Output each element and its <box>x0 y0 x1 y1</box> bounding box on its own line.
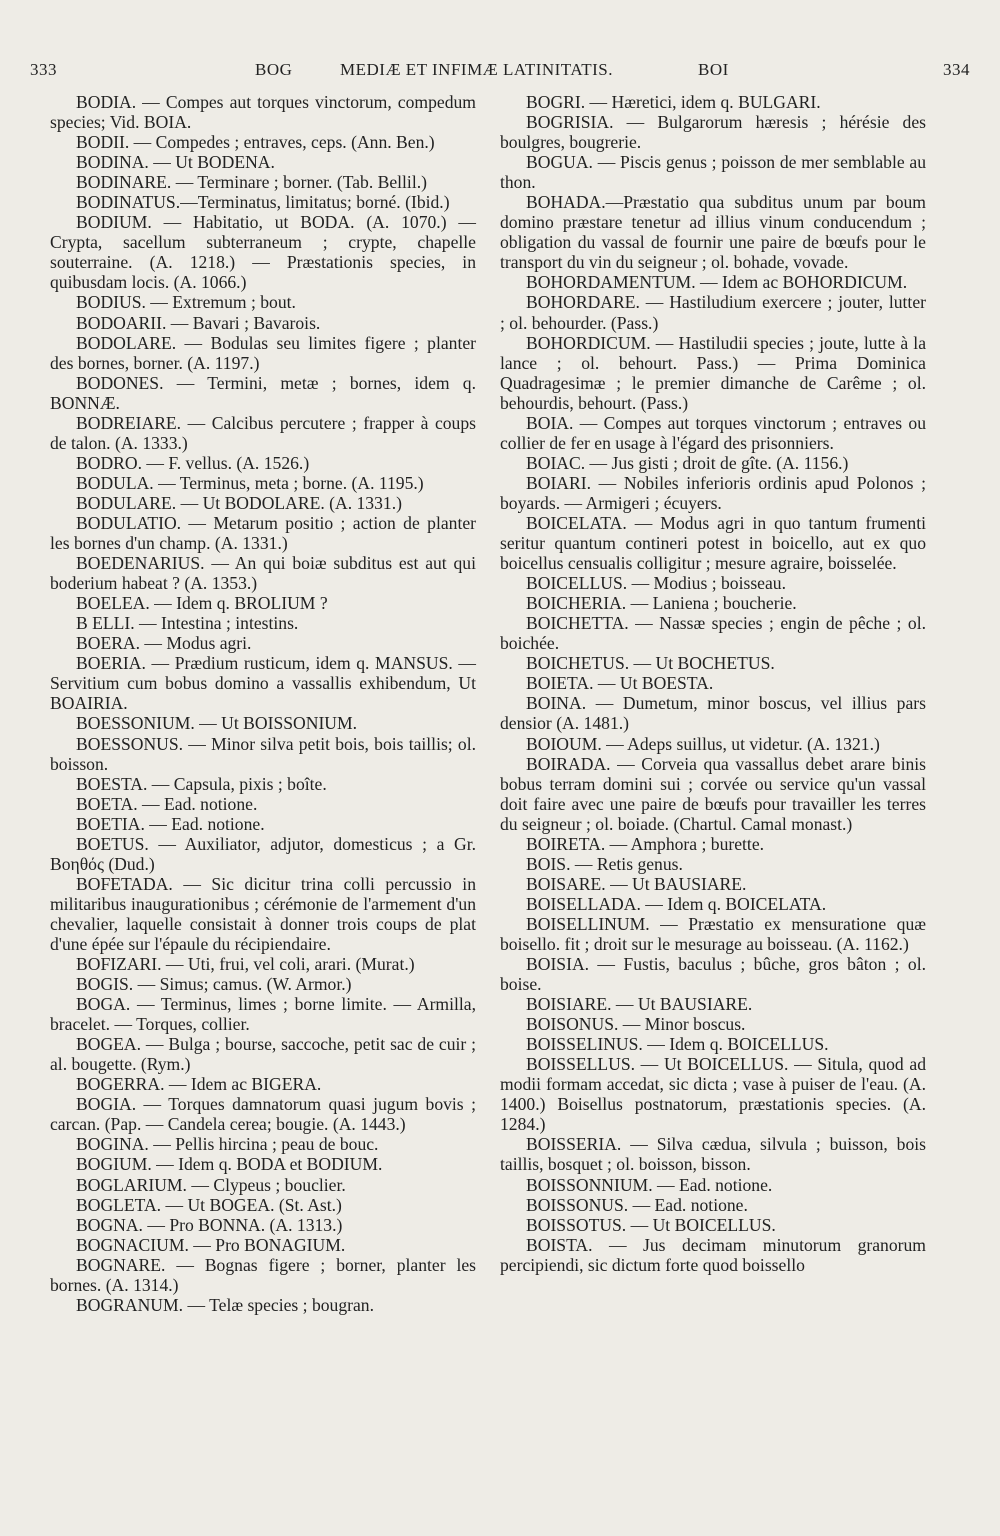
dictionary-entry: BOIAC. — Jus gisti ; droit de gîte. (A. 1156.) <box>526 452 849 473</box>
dictionary-entry: BOETIA. — Ead. notione. <box>76 813 265 834</box>
dictionary-entry: BOISELLADA. — Idem q. BOICELATA. <box>526 893 827 914</box>
dictionary-entry: BOERA. — Modus agri. <box>76 633 252 654</box>
dictionary-entry: BOIARI. — Nobiles inferioris ordinis apud Polonos ; boyards. — Armigeri ; écuyers. <box>500 472 926 513</box>
dictionary-entry: BOISIA. — Fustis, baculus ; bûche, gros bâton ; ol. boise. <box>500 954 926 995</box>
dictionary-entry: BOGA. — Terminus, limes ; borne limite. — Armilla, bracelet. — Torques, collier. <box>50 994 476 1035</box>
page-number-left: 333 <box>30 60 57 79</box>
dictionary-entry: BOICHERIA. — Laniena ; boucherie. <box>526 593 797 614</box>
dictionary-entry: BOETUS. — Auxiliator, adjutor, domesticus ; a Gr. Βοηθός (Dud.) <box>50 833 476 874</box>
dictionary-entry: BOGRANUM. — Telæ species ; bougran. <box>76 1294 375 1315</box>
dictionary-entry: BOETA. — Ead. notione. <box>76 793 258 814</box>
dictionary-entry: BODULATIO. — Metarum positio ; action de planter les bornes d'un champ. (A. 1331.) <box>50 512 476 554</box>
dictionary-entry: BOESTA. — Capsula, pixis ; boîte. <box>76 773 327 794</box>
dictionary-entry: BOGIUM. — Idem q. BODA et BODIUM. <box>76 1154 383 1175</box>
dictionary-entry: BOHORDAMENTUM. — Idem ac BOHORDICUM. <box>526 272 908 293</box>
dictionary-entry: BOGLETA. — Ut BOGEA. (St. Ast.) <box>76 1194 342 1215</box>
dictionary-entry: BODOARII. — Bavari ; Bavarois. <box>76 312 321 333</box>
dictionary-entry: BOICELATA. — Modus agri in quo tantum frumenti seritur quantum contineri potest in boicello, aut ex quo boicellus censualis colligitur ; mesure agraire, boisselée. <box>500 512 926 574</box>
left-column <box>50 92 476 1315</box>
dictionary-entry: BOISSELINUS. — Idem q. BOICELLUS. <box>526 1034 829 1055</box>
dictionary-entry: BODULA. — Terminus, meta ; borne. (A. 1195.) <box>76 472 424 493</box>
dictionary-entry: BODULARE. — Ut BODOLARE. (A. 1331.) <box>76 492 402 513</box>
dictionary-entry: BOESSONUS. — Minor silva petit bois, bois taillis; ol. boisson. <box>50 733 476 774</box>
dictionary-entry: BOIRADA. — Corveia qua vassallus debet arare binis bobus terram domini sui ; corvée ou service qu'un vassal doit faire avec une paire de bœufs pour travailler les terres du seigneur ; ol. boiade. (Chartul. Camal monast.) <box>500 753 926 834</box>
dictionary-entry: BOHADA.—Præstatio qua subditus unum par boum domino præstare tenetur ad illius vinum conducendum ; obligation du vassal de fournir une paire de bœufs pour le transport du vin du seigneur ; ol. bohade, vovade. <box>500 192 926 273</box>
dictionary-entry: BODIUM. — Habitatio, ut BODA. (A. 1070.) — Crypta, sacellum subterraneum ; crypte, chapelle souterraine. (A. 1218.) — Præstationis species, in quibusdam locis. (A. 1066.) <box>50 212 476 293</box>
dictionary-entry: BOGRI. — Hæretici, idem q. BULGARI. <box>526 92 821 112</box>
dictionary-entry: BOISSERIA. — Silva cædua, silvula ; buisson, bois taillis, bosquet ; ol. boisson, bisson. <box>500 1134 926 1175</box>
running-keyword-left: BOG <box>255 60 293 79</box>
dictionary-entry: BOIOUM. — Adeps suillus, ut videtur. (A. 1321.) <box>526 733 880 754</box>
dictionary-entry: BOIA. — Compes aut torques vinctorum ; entraves ou collier de fer en usage à l'égard des prisonniers. <box>500 412 926 453</box>
dictionary-entry: BOIETA. — Ut BOESTA. <box>526 673 714 694</box>
dictionary-entry: BOICHETUS. — Ut BOCHETUS. <box>526 653 775 674</box>
dictionary-entry: BOISSELLUS. — Ut BOICELLUS. — Situla, quod ad modii formam accedat, sic dicta ; vase à puiser de l'eau. (A. 1400.) Boisellus postnatorum, præstationis species. (A. 1284.) <box>500 1054 926 1135</box>
dictionary-entry: BOELEA. — Idem q. BROLIUM ? <box>76 593 328 614</box>
dictionary-entry: BOIRETA. — Amphora ; burette. <box>526 833 765 854</box>
dictionary-entry: B ELLI. — Intestina ; intestins. <box>76 613 299 634</box>
page-number-right: 334 <box>943 60 970 79</box>
dictionary-entry: BOGERRA. — Idem ac BIGERA. <box>76 1074 322 1095</box>
dictionary-entry: BODRO. — F. vellus. (A. 1526.) <box>76 452 310 473</box>
dictionary-entry: BODREIARE. — Calcibus percutere ; frapper à coups de talon. (A. 1333.) <box>50 412 476 453</box>
dictionary-entry: BOISIARE. — Ut BAUSIARE. <box>526 994 753 1015</box>
dictionary-entry: BOISONUS. — Minor boscus. <box>526 1014 746 1035</box>
dictionary-entry: BOICELLUS. — Modius ; boisseau. <box>526 573 786 594</box>
running-keyword-right: BOI <box>698 60 729 79</box>
dictionary-entry: BODINATUS.—Terminatus, limitatus; borné. (Ibid.) <box>76 192 450 213</box>
running-title: MEDIÆ ET INFIMÆ LATINITATIS. <box>340 60 613 79</box>
dictionary-entry: BODIUS. — Extremum ; bout. <box>76 292 296 313</box>
dictionary-entry: BODONES. — Termini, metæ ; bornes, idem q. BONNÆ. <box>50 372 476 413</box>
dictionary-entry: BODII. — Compedes ; entraves, ceps. (Ann. Ben.) <box>76 132 435 153</box>
dictionary-entry: BOGLARIUM. — Clypeus ; bouclier. <box>76 1174 346 1195</box>
dictionary-entry: BOIS. — Retis genus. <box>526 853 683 874</box>
dictionary-entry: BOGNA. — Pro BONNA. (A. 1313.) <box>76 1214 343 1235</box>
page-header <box>30 60 970 90</box>
dictionary-entry: BOISARE. — Ut BAUSIARE. <box>526 873 747 894</box>
dictionary-entry: BOHORDICUM. — Hastiludii species ; joute, lutte à la lance ; ol. behourt. Pass.) — Prima Dominica Quadragesimæ ; le premier dimanche de Carême ; ol. behourdis, behourt. (Pass.) <box>500 332 926 413</box>
dictionary-entry: BOISELLINUM. — Præstatio ex mensuratione quæ boisello. fit ; droit sur le mesurage au boisseau. (A. 1162.) <box>500 913 926 954</box>
dictionary-entry: BOEDENARIUS. — An qui boiæ subditus est aut qui boderium habeat ? (A. 1353.) <box>50 553 476 594</box>
dictionary-entry: BOISSONNIUM. — Ead. notione. <box>526 1174 773 1195</box>
dictionary-entry: BODINA. — Ut BODENA. <box>76 152 275 173</box>
dictionary-entry: BOHORDARE. — Hastiludium exercere ; jouter, lutter ; ol. behourder. (Pass.) <box>500 292 926 333</box>
dictionary-entry: BOISSONUS. — Ead. notione. <box>526 1194 748 1215</box>
dictionary-entry: BOFIZARI. — Uti, frui, vel coli, arari. (Murat.) <box>76 954 415 975</box>
dictionary-entry: BOISSOTUS. — Ut BOICELLUS. <box>526 1214 776 1235</box>
dictionary-entry: BOICHETTA. — Nassæ species ; engin de pêche ; ol. boichée. <box>500 613 926 654</box>
dictionary-entry: BODINARE. — Terminare ; borner. (Tab. Bellil.) <box>76 172 427 193</box>
dictionary-entry: BOGINA. — Pellis hircina ; peau de bouc. <box>76 1134 379 1155</box>
dictionary-entry: BOISTA. — Jus decimam minutorum granorum percipiendi, sic dictum forte quod boissello <box>500 1234 926 1275</box>
dictionary-entry: BOGIS. — Simus; camus. (W. Armor.) <box>76 974 352 995</box>
dictionary-entry: BOGIA. — Torques damnatorum quasi jugum bovis ; carcan. (Pap. — Candela cerea; bougie. (A. 1443.) <box>50 1094 476 1135</box>
dictionary-entry: BOGNARE. — Bognas figere ; borner, planter les bornes. (A. 1314.) <box>50 1254 476 1295</box>
right-column <box>500 92 926 1275</box>
dictionary-entry: BOGNACIUM. — Pro BONAGIUM. <box>76 1234 346 1255</box>
dictionary-entry: BOESSONIUM. — Ut BOISSONIUM. <box>76 713 358 734</box>
dictionary-entry: BODOLARE. — Bodulas seu limites figere ; planter des bornes, borner. (A. 1197.) <box>50 332 476 373</box>
dictionary-entry: BOINA. — Dumetum, minor boscus, vel illius pars densior (A. 1481.) <box>500 693 926 734</box>
dictionary-entry: BOGEA. — Bulga ; bourse, saccoche, petit sac de cuir ; al. bougette. (Rym.) <box>50 1034 476 1075</box>
dictionary-entry: BOERIA. — Prædium rusticum, idem q. MANSUS. — Servitium cum bobus domino a vassallis exhibendum, Ut BOAIRIA. <box>50 653 476 714</box>
dictionary-entry: BODIA. — Compes aut torques vinctorum, compedum species; Vid. BOIA. <box>50 92 476 133</box>
dictionary-entry: BOGRISIA. — Bulgarorum hæresis ; hérésie des boulgres, bougrerie. <box>500 112 926 153</box>
dictionary-entry: BOFETADA. — Sic dicitur trina colli percussio in militaribus inaugurationibus ; cérémonie de l'armement d'un chevalier, laquelle consistait à donner trois coups de plat d'une épée sur l'épaule du récipiendaire. <box>50 873 476 954</box>
dictionary-entry: BOGUA. — Piscis genus ; poisson de mer semblable au thon. <box>500 152 926 193</box>
